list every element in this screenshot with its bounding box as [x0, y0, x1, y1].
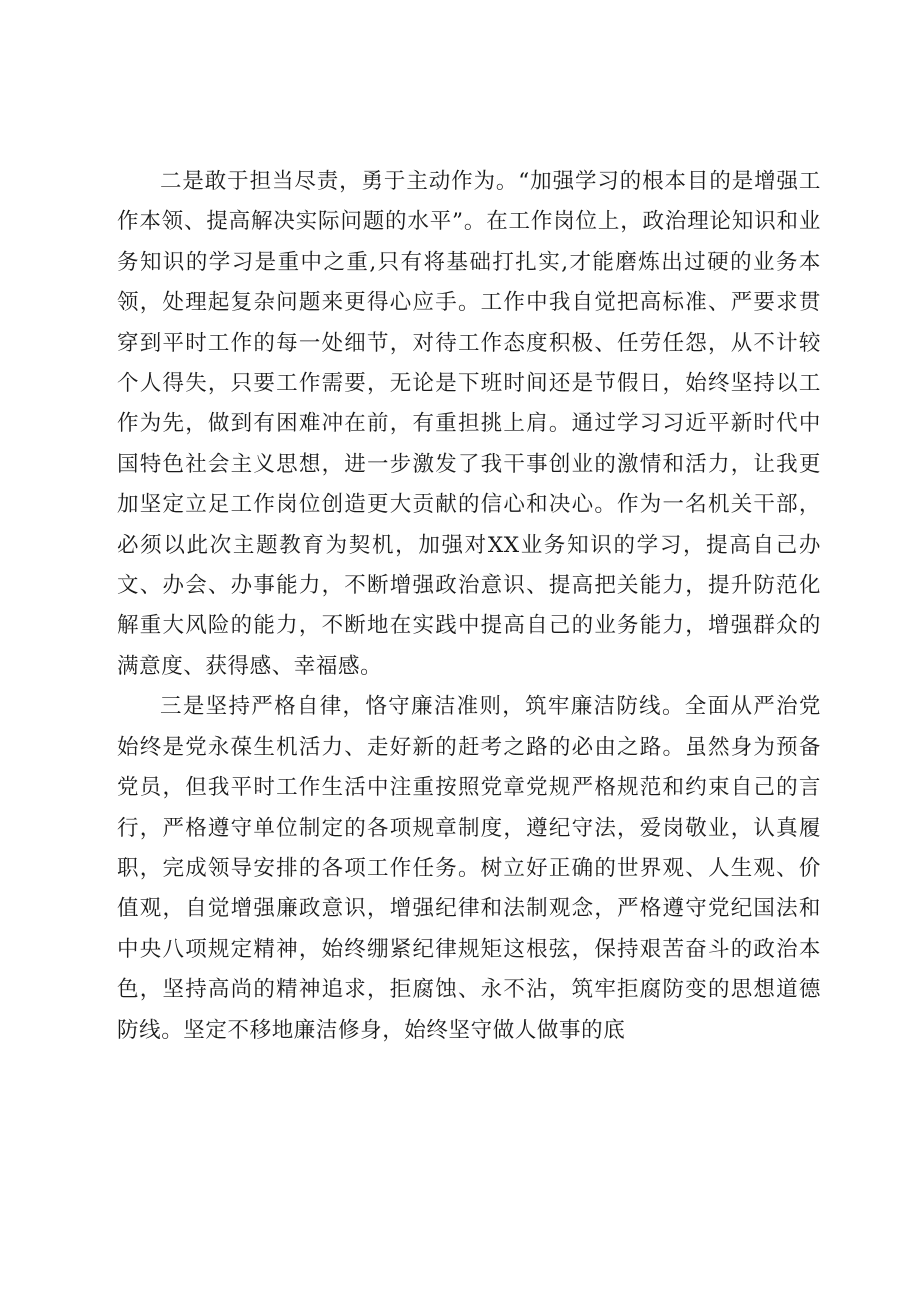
paragraph-responsibility: 二是敢于担当尽责，勇于主动作为。“加强学习的根本目的是增强工作本领、提高解决实际问题的水平”。在工作岗位上，政治理论知识和业务知识的学习是重中之重,只有将基础打扎实,才能磨炼出过硬的业务本领，处理起复杂问题来更得心应手。工作中我自觉把高标准、严要求贯穿到平时工作的每一处细节，对待工作态度积极、任劳任怨，从不计较个人得失，只要工作需要，无论是下班时间还是节假日，始终坚持以工作为先，做到有困难冲在前，有重担挑上肩。通过学习习近平新时代中国特色社会主义思想，进一步激发了我干事创业的激情和活力，让我更加坚定立足工作岗位创造更大贡献的信心和决心。作为一名机关干部，必须以此次主题教育为契机，加强对XX业务知识的学习，提高自己办文、办会、办事能力，不断增强政治意识、提高把关能力，提升防范化解重大风险的能力，不断地在实践中提高自己的业务能力，增强群众的满意度、获得感、幸福感。	[117, 169, 821, 679]
document-body	[117, 162, 821, 1051]
paragraph-self-discipline: 三是坚持严格自律，恪守廉洁准则，筑牢廉洁防线。全面从严治党始终是党永葆生机活力、走好新的赶考之路的必由之路。虽然身为预备党员，但我平时工作生活中注重按照党章党规严格规范和约束自己的言行，严格遵守单位制定的各项规章制度，遵纪守法，爱岗敬业，认真履职，完成领导安排的各项工作任务。树立好正确的世界观、人生观、价值观，自觉增强廉政意识，增强纪律和法制观念，严格遵守党纪国法和中央八项规定精神，始终绷紧纪律规矩这根弦，保持艰苦奋斗的政治本色，坚持高尚的精神追求，拒腐蚀、永不沾，筑牢拒腐防变的思想道德防线。坚定不移地廉洁修身，始终坚守做人做事的底	[117, 694, 821, 1043]
